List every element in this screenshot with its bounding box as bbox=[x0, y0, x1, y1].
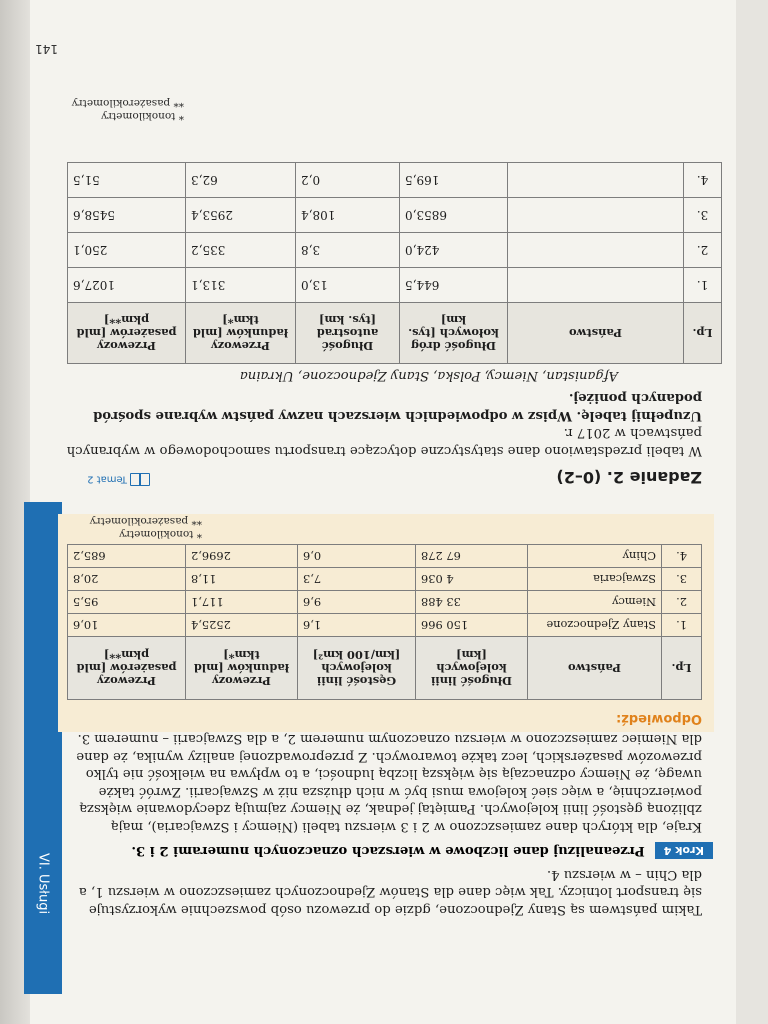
country-answer-cell[interactable] bbox=[508, 268, 684, 303]
answer-col-dlugosc: Długość linii kolejowych [km] bbox=[416, 637, 528, 700]
table-cell: 250,1 bbox=[68, 233, 186, 268]
task-2-col-drogi: Długość dróg kołowych [tys. km] bbox=[400, 303, 508, 364]
task-2-title: Zadanie 2. (0–2) bbox=[556, 468, 702, 487]
table-row bbox=[68, 614, 702, 637]
task-2-intro: W tabeli przedstawiono dane statystyczne dotyczące transportu samochodowego w wybranych państwach w 2017 r. bbox=[66, 425, 702, 458]
topic-link-label: Temat 2 bbox=[87, 473, 127, 485]
task-2-table-header-row bbox=[68, 303, 722, 364]
table-row bbox=[68, 568, 702, 591]
krok-4-body: Kraje, dla których dane zamieszczono w 2 i 3 wierszu tabeli (Niemcy i Szwajcaria), mają zbliżoną gęstość linii kolejowych. Pamiętaj jednak, że Niemcy zajmują zdecydowanie większą powierzchnię, a więc sieć kolejowa musi być w nich dłuższa niż w Szwajcarii. Zwróć także uwagę, że Niemcy odznaczają się większą liczbą ludności, a to wpływa na wielkość nie tylko przewozów pasażerskich, lecz także towarowych. Z przeprowadzonej analizy wynika, że dane dla Niemiec zamieszczono w wierszu oznaczonym numerem 2, a dla Szwajcarii – numerem 3. bbox=[76, 731, 702, 834]
table-cell: 0,6 bbox=[298, 545, 416, 568]
table-cell: 2525,4 bbox=[186, 614, 298, 637]
task-2-col-autostrady: Długość autostrad [tys. km] bbox=[296, 303, 400, 364]
task-2-options: Afganistan, Niemcy, Polska, Stany Zjednoczone, Ukraina bbox=[239, 368, 618, 383]
table-cell: 4. bbox=[684, 163, 722, 198]
table-row bbox=[68, 198, 722, 233]
table-cell: Niemcy bbox=[528, 591, 662, 614]
country-answer-cell[interactable] bbox=[508, 163, 684, 198]
task-2-footnote-1: * tonokilometry bbox=[101, 110, 184, 122]
table-cell: Chiny bbox=[528, 545, 662, 568]
table-cell: 3. bbox=[662, 568, 702, 591]
table-cell: 1. bbox=[684, 268, 722, 303]
answer-col-pasazerowie: Przewozy pasażerów [mld pkm**] bbox=[68, 637, 186, 700]
table-cell: 169,5 bbox=[400, 163, 508, 198]
table-cell: 313,1 bbox=[186, 268, 296, 303]
krok-4-title: Przeanalizuj dane liczbowe w wierszach oznaczonych numerami 2 i 3. bbox=[131, 843, 645, 858]
table-row bbox=[68, 233, 722, 268]
task-2-col-panstwo: Państwo bbox=[508, 303, 684, 364]
page-number: 141 bbox=[35, 42, 58, 56]
table-cell: 6853,0 bbox=[400, 198, 508, 233]
table-cell: 4 036 bbox=[416, 568, 528, 591]
table-cell: 2. bbox=[662, 591, 702, 614]
table-cell: 424,0 bbox=[400, 233, 508, 268]
task-2-table bbox=[67, 162, 722, 364]
table-cell: 51,5 bbox=[68, 163, 186, 198]
table-cell: 20,8 bbox=[68, 568, 186, 591]
country-answer-cell[interactable] bbox=[508, 198, 684, 233]
table-row bbox=[68, 268, 722, 303]
table-cell: 95,5 bbox=[68, 591, 186, 614]
book-icon bbox=[130, 473, 150, 486]
table-cell: 0,2 bbox=[296, 163, 400, 198]
table-cell: 5458,6 bbox=[68, 198, 186, 233]
task-2-footnote-2: ** pasażerokilometry bbox=[71, 97, 184, 109]
answer-col-lp: Lp. bbox=[662, 637, 702, 700]
table-cell: 11,8 bbox=[186, 568, 298, 591]
table-cell: 1. bbox=[662, 614, 702, 637]
table-row bbox=[68, 163, 722, 198]
table-cell: 685,2 bbox=[68, 545, 186, 568]
table-cell: Stany Zjednoczone bbox=[528, 614, 662, 637]
table-cell: 62,3 bbox=[186, 163, 296, 198]
answer-table-header-row bbox=[68, 637, 702, 700]
answer-col-gestosc: Gęstość linii kolejowych [km/100 km²] bbox=[298, 637, 416, 700]
table-cell: 4. bbox=[662, 545, 702, 568]
topic-link[interactable] bbox=[87, 473, 150, 486]
table-cell: 2953,4 bbox=[186, 198, 296, 233]
table-row bbox=[68, 545, 702, 568]
table-cell: 1027,6 bbox=[68, 268, 186, 303]
table-cell: 150 966 bbox=[416, 614, 528, 637]
table-cell: 67 278 bbox=[416, 545, 528, 568]
answer-col-ladunki: Przewozy ładunków [mld tkm*] bbox=[186, 637, 298, 700]
table-cell: 13,0 bbox=[296, 268, 400, 303]
answer-col-panstwo: Państwo bbox=[528, 637, 662, 700]
task-2-col-ladunki: Przewozy ładunków [mld tkm*] bbox=[186, 303, 296, 364]
table-cell: 2696,2 bbox=[186, 545, 298, 568]
answer-label: Odpowiedź: bbox=[616, 711, 702, 726]
task-2-col-pasazerowie: Przewozy pasażerów [mld pkm**] bbox=[68, 303, 186, 364]
table-cell: 3,8 bbox=[296, 233, 400, 268]
table-cell: 2. bbox=[684, 233, 722, 268]
table-cell: 644,5 bbox=[400, 268, 508, 303]
answer-table bbox=[67, 544, 702, 700]
table-cell: Szwajcaria bbox=[528, 568, 662, 591]
table-row bbox=[68, 591, 702, 614]
intro-paragraph: Takim państwem są Stany Zjednoczone, gdzie do przewozu osób powszechnie wykorzystuje się transport lotniczy. Tak więc dane dla Stanów Zjednoczonych zamieszczono w wierszu 1, a dla Chin – w wierszu 4. bbox=[78, 867, 702, 917]
table-cell: 10,6 bbox=[68, 614, 186, 637]
krok-4-badge: Krok 4 bbox=[655, 842, 713, 859]
section-side-tab-label: VI. Usługi bbox=[35, 853, 51, 915]
answer-footnote-2: ** pasażerokilometry bbox=[89, 515, 202, 527]
task-2-col-lp: Lp. bbox=[684, 303, 722, 364]
table-cell: 33 488 bbox=[416, 591, 528, 614]
task-2-instruction: Uzupełnij tabelę. Wpisz w odpowiednich wierszach nazwy państw wybrane spośród podanych poniżej. bbox=[93, 390, 702, 423]
krok-4-heading bbox=[63, 841, 713, 861]
table-cell: 9,6 bbox=[298, 591, 416, 614]
table-cell: 117,1 bbox=[186, 591, 298, 614]
country-answer-cell[interactable] bbox=[508, 233, 684, 268]
table-cell: 108,4 bbox=[296, 198, 400, 233]
table-cell: 7,3 bbox=[298, 568, 416, 591]
table-cell: 3. bbox=[684, 198, 722, 233]
answer-footnote-1: * tonokilometry bbox=[119, 528, 202, 540]
table-cell: 335,2 bbox=[186, 233, 296, 268]
table-cell: 1,6 bbox=[298, 614, 416, 637]
